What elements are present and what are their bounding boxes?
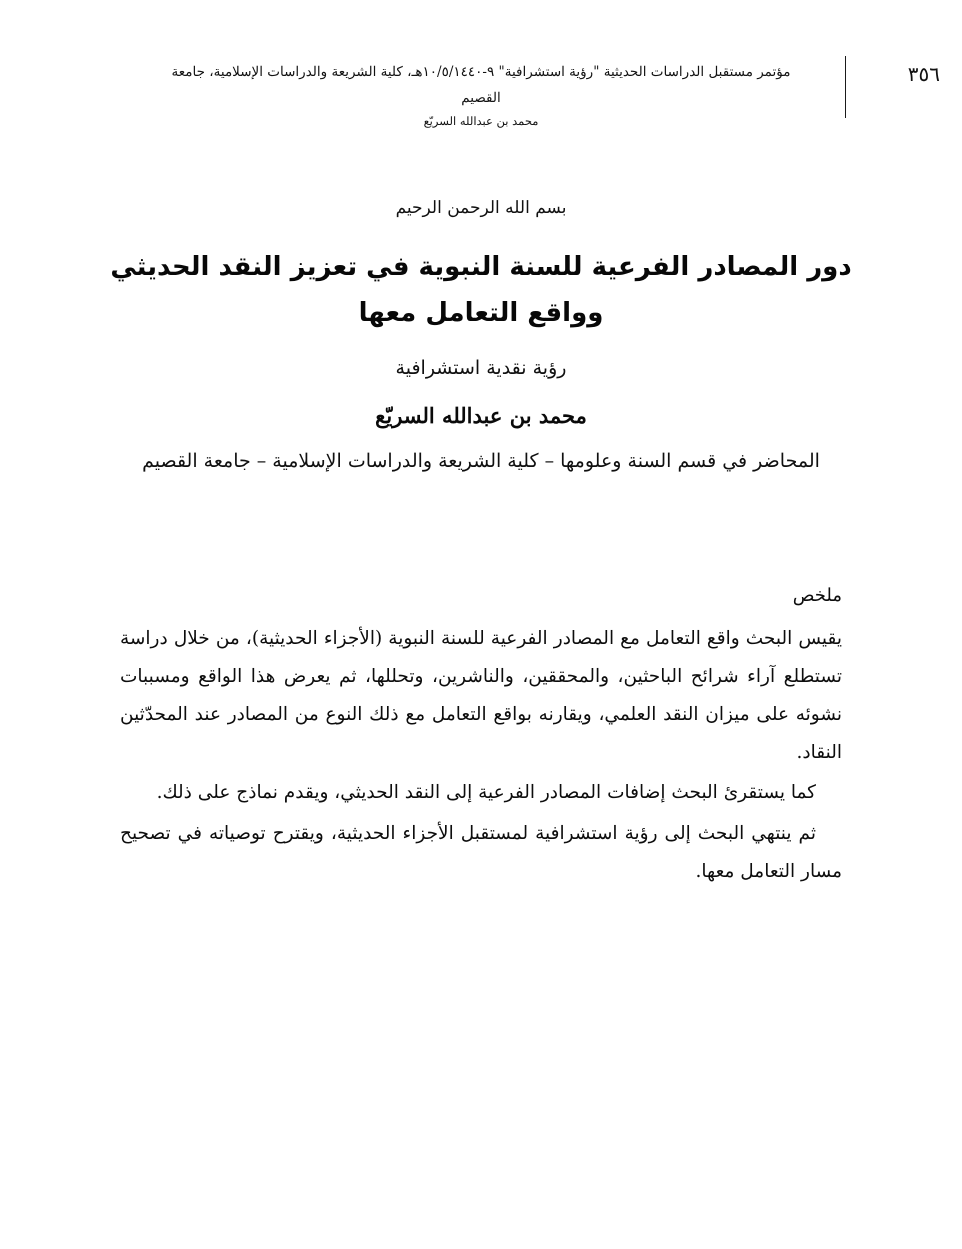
title-line-2: وواقع التعامل معها xyxy=(358,298,604,329)
header-divider-rule xyxy=(845,56,846,118)
page-title xyxy=(0,244,962,337)
abstract-paragraph: كما يستقرئ البحث إضافات المصادر الفرعية إلى النقد الحديثي، ويقدم نماذج على ذلك. xyxy=(156,782,816,804)
running-head xyxy=(150,60,812,133)
abstract-heading: ملخص xyxy=(792,585,842,606)
abstract-paragraph: يقيس البحث واقع التعامل مع المصادر الفرعية للسنة النبوية (الأجزاء الحديثية)، من خلال دراسة تستطلع آراء شرائح الباحثين، والمحققين، والناشرين، وتحللها، ثم يعرض هذا الواقع ومسببات نشوئه على ميزان النقد العلمي، ويقارنه بواقع التعامل مع ذلك النوع من المصادر عند المحدّثين النقاد. xyxy=(120,628,842,764)
basmala: بسم الله الرحمن الرحيم xyxy=(395,198,567,218)
author-affiliation: المحاضر في قسم السنة وعلومها – كلية الشريعة والدراسات الإسلامية – جامعة القصيم xyxy=(142,449,820,472)
abstract-section xyxy=(120,585,842,893)
subtitle: رؤية نقدية استشرافية xyxy=(395,356,567,379)
title-line-1: دور المصادر الفرعية للسنة النبوية في تعزيز النقد الحديثي xyxy=(110,252,852,282)
conference-running-head: مؤتمر مستقبل الدراسات الحديثية "رؤية استشرافية" ٩-١٠/٥/١٤٤٠هـ، كلية الشريعة والدراسات الإسلامية، جامعة القصيم xyxy=(171,64,791,106)
abstract-paragraph: ثم ينتهي البحث إلى رؤية استشرافية لمستقبل الأجزاء الحديثية، ويقترح توصياته في تصحيح مسار التعامل معها. xyxy=(120,822,842,882)
page-header xyxy=(0,52,962,132)
author-running-head: محمد بن عبدالله السريّع xyxy=(423,114,539,129)
author-name: محمد بن عبدالله السريّع xyxy=(375,402,587,428)
page-number: ٣٥٦ xyxy=(907,62,940,86)
title-block xyxy=(0,198,962,476)
